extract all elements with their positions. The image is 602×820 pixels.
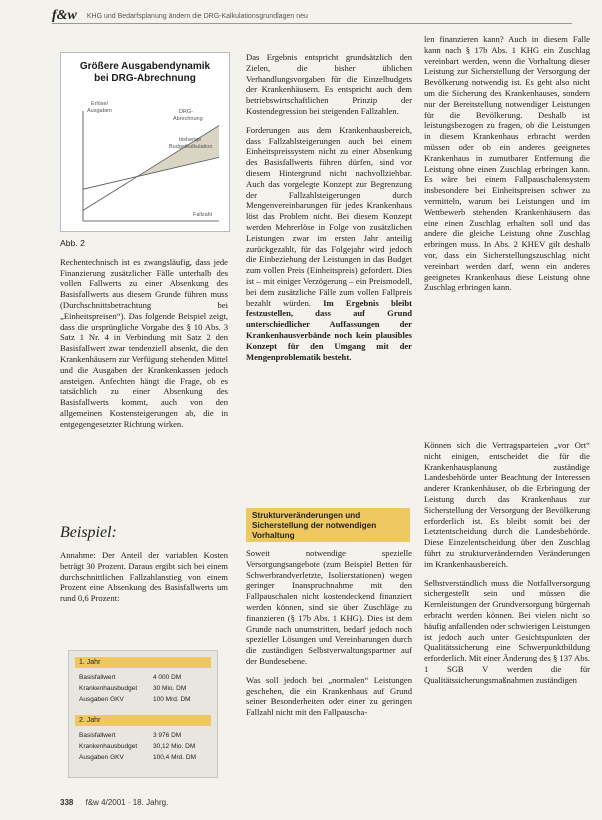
row-label: Basisfallwert [79, 732, 116, 739]
masthead-rule [52, 23, 572, 24]
journal-logo: f&w [52, 8, 77, 23]
series-line-budget [83, 157, 219, 189]
series-label-drg-1: DRG- [179, 109, 194, 115]
col1-paragraph-1: Rechentechnisch ist es zwangsläufig, dass jede Finanzierung zusätzlicher Fälle unterhalb des vollen Fallwerts zu einer Absenkung des Basisfallwerts aus diesem Grunde führen muss (Durchschnittsbetrachtung bei „Einheitspreisen“). Das folgende Beispiel zeigt, dass die ursprüngliche Vorgabe des § 10 Abs. 3 Satz 1 Nr. 4 in Verbindung mit Satz 2 den Basisfallwert zwar tendenziell absenkt, die den Krankenhäusern zur Verfügung stehenden Mittel und die Ausgaben der Krankenkassen jedoch ansteigen. Anfechten hängt die Frage, ob es tatsächlich zu einer Absenkung des Basisfallwerts kommt, auch von den allgemeinen Kostensteigerungen ab, die in entgegengesetzter Richtung wirken. [60, 256, 228, 429]
figure-caption: Abb. 2 [60, 238, 85, 248]
row-value: 30,12 Mio. DM [153, 743, 196, 750]
column-2-b [246, 548, 412, 726]
column-3-b [424, 440, 590, 694]
column-3 [424, 34, 590, 301]
col2b-paragraph-2: Was soll jedoch bei „normalen“ Leistungen geschehen, die ein Krankenhaus auf Grund seiner Besonderheiten oder einer zu geringen Fallzahl nicht mit den Fallpauscha- [246, 674, 412, 718]
year-2-header: 2. Jahr [75, 715, 211, 726]
y-axis-label-2: Ausgaben [87, 108, 112, 114]
col2b-paragraph-1: Soweit notwendige spezielle Versorgungsangebote (zum Beispiel Betten für Schwerbrandverletzte, Isolierstationen) wegen geringer Inanspruchnahme mit den Fallpauschalen nicht kostendeckend finanziert werden können, sind sie über Zuschläge zu finanzieren (§ 17b Abs. 1 KHG). Dies ist dem Grunde nach unumstritten, bedarf jedoch noch spezieller Lösungen und Vereinbarungen durch die zuständigen Selbstverwaltungspartner auf der Bundesebene. [246, 548, 412, 666]
col3b-paragraph-1: Können sich die Vertragsparteien „vor Ort“ nicht einigen, entscheidet die für die Krankenhausplanung zuständige Landesbehörde unter Beachtung der Interessen anderer Krankenhäuser, ob die Erbringung der Leistung durch das Krankenhaus zur Sicherstellung der Versorgung der Bevölkerung erforderlich ist. Es bleibt somit bei der Letztentscheidung durch die Landesbehörde. Diese Einzelentscheidung über den Zuschlag führt zu strukturverändernden Veränderungen im Krankenhausbereich. [424, 440, 590, 569]
row-value: 100,4 Mrd. DM [153, 754, 196, 761]
col2-paragraph-2-text: Forderungen aus dem Krankenhausbereich, dass Fallzahlsteigerungen auch bei einem Einheitspreissystem nicht zu einer Absenkung des Basisfallwerts führen dürfen, sind vor diesem Hintergrund nicht nachvollziehbar. Auch das vorgelegte Konzept zur Begrenzung der Fallzahlsteigerungen durch Mengenvereinbarungen für jedes Krankenhaus löst das Problem nicht. Bei diesem Konzept werden Mehrerlöse in Folge von zusätzlichen Leistungen zwar im ersten Jahr anteilig zurückgezahlt, für das Folgejahr wird jedoch die Einbeziehung der Leistungen in das Budget zum vollen Preis (Einheitspreis) gefordert. Dies ist – mit einiger Verzögerung – ein Preismodell, bei dem zusätzliche Fälle zum vollen Fallpreis bezahlt würden. [246, 124, 412, 308]
column-1 [60, 238, 228, 438]
row-value: 30 Mio. DM [153, 685, 187, 692]
column-1-b [60, 550, 228, 612]
journal-issue: f&w 4/2001 · 18. Jahrg. [85, 798, 169, 807]
row-label: Ausgaben GKV [79, 696, 124, 703]
row-value: 3 976 DM [153, 732, 182, 739]
x-axis-label: Fallzahl [193, 212, 212, 218]
y-axis-label-1: Erlöse/ [91, 101, 109, 107]
chart-title-line1: Größere Ausgabendynamik [79, 61, 211, 72]
example-table [68, 650, 218, 778]
col2-paragraph-1: Das Ergebnis entspricht grundsätzlich den Zielen, die bisher üblichen Verhandlungsvorgaben für die Einzelbudgets der Krankenhäusern. Es entspricht auch dem betriebswirtschaftlichen Prinzip der Kostendegression bei steigenden Fallzahlen. [246, 52, 412, 116]
page-footer [60, 798, 168, 807]
chart-title-line2: bei DRG-Abrechnung [94, 73, 196, 84]
row-value: 4 000 DM [153, 674, 182, 681]
masthead-text: KHG und Bedarfsplanung ändern die DRG-Kalkulationsgrundlagen neu [86, 12, 308, 20]
row-label: Krankenhausbudget [79, 743, 138, 750]
col3-paragraph-1: len finanzieren kann? Auch in diesem Falle kann nach § 17b Abs. 1 KHG ein Zuschlag vereinbart werden, wenn die Vorhaltung dieser Leistung zur Sicherstellung der Versorgung der Bevölkerung notwendig ist. Es geht also nicht um die Sicherung des Krankenhauses, sondern nur der Bereitstellung notwendiger Leistungen für die Bevölkerung. Deshalb ist leistungsbezogen zu fragen, ob die Leistungen in diesem Krankenhaus erbracht werden müssen oder ob ein anderes geeignetes Krankenhaus in zumutbarer Entfernung die Leistung ohne einen Zuschlag erbringen kann. Es wäre bei einem Fallpauschalensystem insbesondere bei Einheitspreisen schwer zu vermitteln, warum bei Leistungen und im Wettbewerb stehenden Krankenhäusern das eine einen Zuschlag erhalten soll und das andere die gleiche Leistung ohne Zuschlag erbringen muss. In Abs. 2 KHEV gilt deshalb vor, dass ein Sicherstellungszuschlag nicht vereinbart werden darf, wenn ein anderes geeignetes Krankenhaus diese Leistung ohne Zuschlag erbringen kann. [424, 34, 590, 293]
row-value: 100 Mrd. DM [153, 696, 191, 703]
figure-chart [60, 52, 230, 232]
col2-paragraph-2-bold: Im Ergebnis bleibt festzustellen, dass auf Grund unterschiedlicher Auffassungen der Krankenhausverbände noch kein plausibles Konzept für den Umgang mit der Mengenproblematik besteht. [246, 297, 413, 362]
col2-paragraph-2 [246, 125, 412, 363]
section-heading: Strukturveränderungen und Sicherstellung der notwendigen Vorhaltung [252, 511, 377, 540]
example-heading: Beispiel: [60, 524, 117, 541]
masthead [52, 8, 572, 22]
row-label: Krankenhausbudget [79, 685, 138, 692]
row-label: Ausgaben GKV [79, 754, 124, 761]
page-number: 338 [60, 798, 74, 807]
col3b-paragraph-2: Selbstverständlich muss die Notfallversorgung sichergestellt sein und müssen die Kernleistungen der Grundversorgung bürgernah erbracht werden können. Bei vielen nicht so häufig anfallenden oder schwierigen Leistungen ist jedoch auch unter Gesichtspunkten der Qualitätssicherung eine Schwerpunktbildung erforderlich. Mit einer Änderung des § 137 Abs. 1 SGB V werden die für Qualitätssicherungsmaßnahmen zuständigen [424, 577, 590, 685]
column-2 [246, 52, 412, 370]
series-label-budget-1: bisherige [179, 137, 202, 143]
section-heading-box [246, 508, 410, 542]
series-label-drg-2: Abrechnung [173, 116, 203, 122]
year-1-header: 1. Jahr [75, 657, 211, 668]
row-label: Basisfallwert [79, 674, 116, 681]
col1b-paragraph-1: Annahme: Der Anteil der variablen Kosten beträgt 30 Prozent. Daraus ergibt sich bei einem durchschnittlichen Fallzahlanstieg von einem Prozent eine Absenkung des Basisfallwerts um rund 0,6 Prozent: [60, 550, 228, 604]
chart-svg [61, 53, 229, 231]
series-label-budget-2: Budgetkalkulation [169, 144, 213, 150]
